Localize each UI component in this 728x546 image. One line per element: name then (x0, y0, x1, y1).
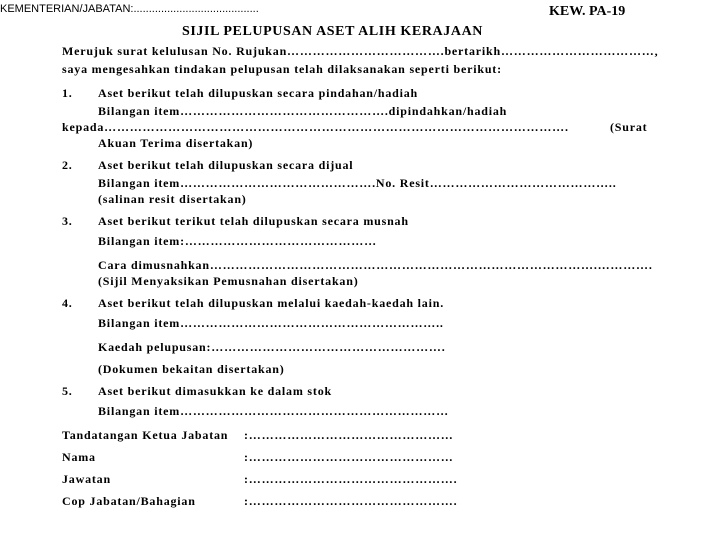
name-field: :………………………………………… (244, 450, 454, 464)
item-4-method-line: Kaedah pelupusan:………………………………………………. (98, 340, 446, 354)
stamp-label: Cop Jabatan/Bahagian (62, 494, 196, 508)
stamp-field: :…………………………………………. (244, 494, 458, 508)
item-3-heading: Aset berikut terikut telah dilupuskan secara musnah (98, 214, 409, 228)
signature-label: Tandatangan Ketua Jabatan (62, 428, 229, 442)
item-4-heading: Aset berikut telah dilupuskan melalui kaedah-kaedah lain. (98, 296, 445, 310)
position-field: :…………………………………………. (244, 472, 458, 486)
item-1-recipient-line: kepada………………………………………………………………………………………………. (62, 120, 569, 134)
item-5-count-line: Bilangan item……………………………………………………… (98, 404, 449, 418)
item-1-number: 1. (62, 86, 73, 100)
document-title: SIJIL PELUPUSAN ASET ALIH KERAJAAN (182, 24, 483, 39)
item-5-heading: Aset berikut dimasukkan ke dalam stok (98, 384, 332, 398)
name-label: Nama (62, 450, 96, 464)
item-4-attachment-note: (Dokumen bekaitan disertakan) (98, 362, 285, 376)
item-1-heading: Aset berikut telah dilupuskan secara pindahan/hadiah (98, 86, 419, 100)
item-1-recipient-tail: (Surat (610, 120, 648, 134)
item-3-number: 3. (62, 214, 73, 228)
intro-line-2: saya mengesahkan tindakan pelupusan telah dilaksanakan seperti berikut: (62, 62, 502, 76)
item-3-count-line: Bilangan item:……………………………………… (98, 234, 377, 248)
item-4-count-line: Bilangan item…………………………………………………….. (98, 316, 444, 330)
item-2-attachment-note: (salinan resit disertakan) (98, 192, 247, 206)
agency-field: KEMENTERIAN/JABATAN:......................................... (0, 3, 259, 15)
item-3-attachment-note: (Sijil Menyaksikan Pemusnahan disertakan) (98, 274, 359, 288)
item-1-count-line: Bilangan item………………………………………….dipindahkan/hadiah (98, 104, 508, 118)
signature-field: :………………………………………… (244, 428, 454, 442)
item-4-number: 4. (62, 296, 73, 310)
item-2-number: 2. (62, 158, 73, 172)
item-2-count-line: Bilangan item……………………………………….No. Resit…………………………………….. (98, 176, 617, 190)
item-5-number: 5. (62, 384, 73, 398)
form-code: KEW. PA-19 (549, 4, 626, 19)
position-label: Jawatan (62, 472, 111, 486)
item-1-attachment-note: Akuan Terima disertakan) (98, 136, 254, 150)
intro-line-1: Merujuk surat kelulusan No. Rujukan……………………………….bertarikh………………………………, (62, 44, 659, 58)
item-2-heading: Aset berikut telah dilupuskan secara dijual (98, 158, 354, 172)
item-3-method-line: Cara dimusnahkan……………………………………………………………………………….…………. (98, 258, 653, 272)
